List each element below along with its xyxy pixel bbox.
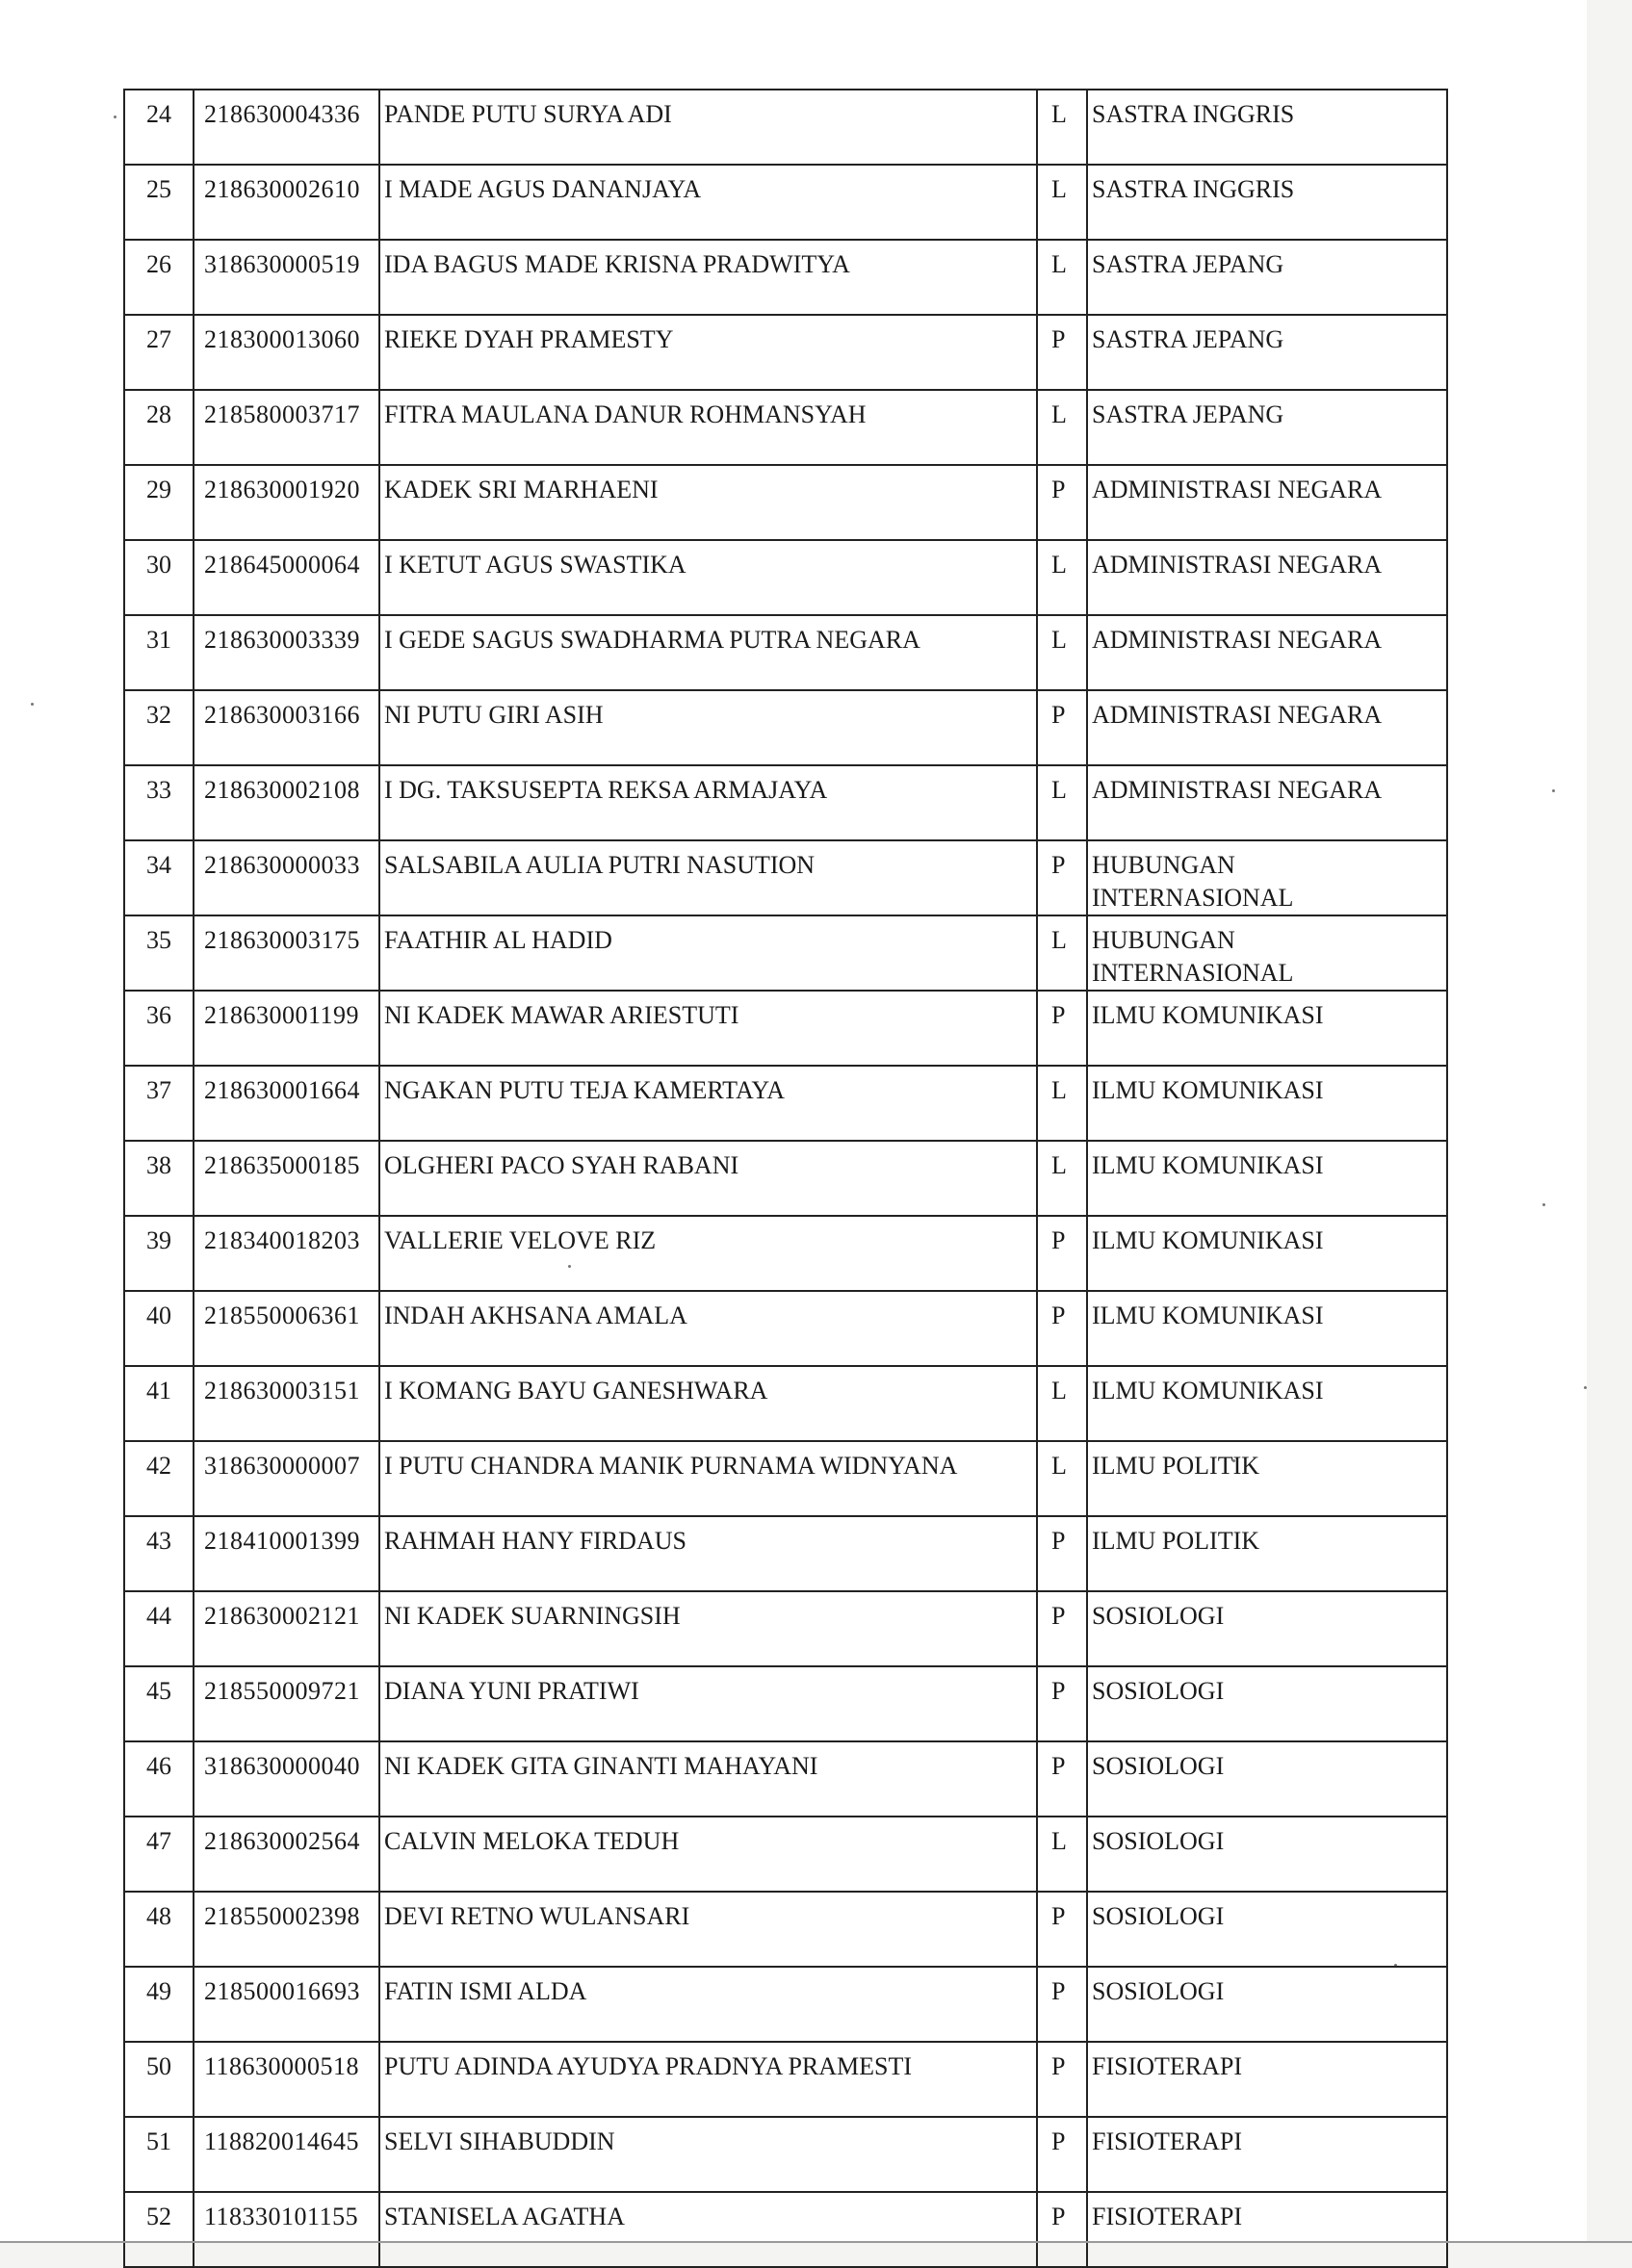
row-number: 28	[124, 390, 194, 465]
student-id: 218630003151	[194, 1366, 379, 1441]
student-name: NI KADEK MAWAR ARIESTUTI	[379, 991, 1037, 1066]
gender-code: L	[1037, 1817, 1087, 1892]
table-row	[124, 165, 1447, 240]
student-roster-table	[123, 89, 1448, 2268]
table-row	[124, 390, 1447, 465]
gender-code: P	[1037, 465, 1087, 540]
table-row	[124, 1516, 1447, 1591]
student-name: FATIN ISMI ALDA	[379, 1967, 1037, 2042]
row-number: 31	[124, 615, 194, 690]
student-id: 218630003166	[194, 690, 379, 765]
student-id: 218630000033	[194, 840, 379, 915]
table-row	[124, 991, 1447, 1066]
student-name: VALLERIE VELOVE RIZ	[379, 1216, 1037, 1291]
student-name: RIEKE DYAH PRAMESTY	[379, 315, 1037, 390]
roster-body	[124, 90, 1447, 2267]
study-program: HUBUNGAN INTERNASIONAL	[1087, 840, 1447, 915]
student-name: NI KADEK GITA GINANTI MAHAYANI	[379, 1741, 1037, 1817]
study-program: SASTRA INGGRIS	[1087, 90, 1447, 165]
student-name: FAATHIR AL HADID	[379, 915, 1037, 991]
scan-speck	[1584, 1386, 1587, 1389]
gender-code: P	[1037, 1666, 1087, 1741]
scan-speck	[1552, 789, 1555, 792]
student-name: NI PUTU GIRI ASIH	[379, 690, 1037, 765]
table-row	[124, 1291, 1447, 1366]
table-row	[124, 915, 1447, 991]
row-number: 30	[124, 540, 194, 615]
student-name: INDAH AKHSANA AMALA	[379, 1291, 1037, 1366]
scan-speck	[114, 116, 117, 118]
row-number: 48	[124, 1892, 194, 1967]
student-name: NGAKAN PUTU TEJA KAMERTAYA	[379, 1066, 1037, 1141]
student-name: I KOMANG BAYU GANESHWARA	[379, 1366, 1037, 1441]
study-program: SOSIOLOGI	[1087, 1967, 1447, 2042]
student-id: 218645000064	[194, 540, 379, 615]
gender-code: P	[1037, 315, 1087, 390]
table-row	[124, 540, 1447, 615]
row-number: 41	[124, 1366, 194, 1441]
table-row	[124, 2042, 1447, 2117]
student-id: 318630000007	[194, 1441, 379, 1516]
study-program: SASTRA JEPANG	[1087, 315, 1447, 390]
row-number: 49	[124, 1967, 194, 2042]
student-name: I KETUT AGUS SWASTIKA	[379, 540, 1037, 615]
student-id: 218630004336	[194, 90, 379, 165]
gender-code: P	[1037, 1516, 1087, 1591]
study-program: SASTRA JEPANG	[1087, 240, 1447, 315]
table-row	[124, 1892, 1447, 1967]
study-program: SOSIOLOGI	[1087, 1817, 1447, 1892]
table-row	[124, 1141, 1447, 1216]
gender-code: L	[1037, 240, 1087, 315]
gender-code: P	[1037, 1967, 1087, 2042]
study-program: ILMU KOMUNIKASI	[1087, 1216, 1447, 1291]
study-program: ILMU KOMUNIKASI	[1087, 1291, 1447, 1366]
table-row	[124, 690, 1447, 765]
study-program: ADMINISTRASI NEGARA	[1087, 765, 1447, 840]
table-row	[124, 315, 1447, 390]
gender-code: P	[1037, 840, 1087, 915]
study-program: ILMU POLITIK	[1087, 1516, 1447, 1591]
study-program: ADMINISTRASI NEGARA	[1087, 615, 1447, 690]
gender-code: L	[1037, 1141, 1087, 1216]
student-id: 218630001664	[194, 1066, 379, 1141]
gender-code: P	[1037, 1591, 1087, 1666]
student-name: KADEK SRI MARHAENI	[379, 465, 1037, 540]
row-number: 27	[124, 315, 194, 390]
student-name: I DG. TAKSUSEPTA REKSA ARMAJAYA	[379, 765, 1037, 840]
student-id: 218635000185	[194, 1141, 379, 1216]
study-program: ILMU KOMUNIKASI	[1087, 1066, 1447, 1141]
gender-code: P	[1037, 2042, 1087, 2117]
gender-code: P	[1037, 1216, 1087, 1291]
student-name: PUTU ADINDA AYUDYA PRADNYA PRAMESTI	[379, 2042, 1037, 2117]
gender-code: L	[1037, 765, 1087, 840]
scan-speck	[1542, 1203, 1545, 1206]
table-row	[124, 1216, 1447, 1291]
row-number: 46	[124, 1741, 194, 1817]
student-id: 118820014645	[194, 2117, 379, 2192]
student-name: I PUTU CHANDRA MANIK PURNAMA WIDNYANA	[379, 1441, 1037, 1516]
student-name: SELVI SIHABUDDIN	[379, 2117, 1037, 2192]
row-number: 34	[124, 840, 194, 915]
student-id: 218500016693	[194, 1967, 379, 2042]
table-row	[124, 1441, 1447, 1516]
row-number: 42	[124, 1441, 194, 1516]
study-program: ADMINISTRASI NEGARA	[1087, 690, 1447, 765]
student-id: 218410001399	[194, 1516, 379, 1591]
row-number: 50	[124, 2042, 194, 2117]
student-id: 218630002108	[194, 765, 379, 840]
student-name: I GEDE SAGUS SWADHARMA PUTRA NEGARA	[379, 615, 1037, 690]
row-number: 39	[124, 1216, 194, 1291]
table-row	[124, 2117, 1447, 2192]
row-number: 37	[124, 1066, 194, 1141]
row-number: 40	[124, 1291, 194, 1366]
student-name: RAHMAH HANY FIRDAUS	[379, 1516, 1037, 1591]
table-row	[124, 90, 1447, 165]
gender-code: L	[1037, 915, 1087, 991]
row-number: 38	[124, 1141, 194, 1216]
gender-code: P	[1037, 690, 1087, 765]
study-program: FISIOTERAPI	[1087, 2192, 1447, 2267]
student-id: 218580003717	[194, 390, 379, 465]
gender-code: P	[1037, 1892, 1087, 1967]
student-name: DEVI RETNO WULANSARI	[379, 1892, 1037, 1967]
row-number: 47	[124, 1817, 194, 1892]
student-id: 118630000518	[194, 2042, 379, 2117]
study-program: ADMINISTRASI NEGARA	[1087, 465, 1447, 540]
study-program: SOSIOLOGI	[1087, 1741, 1447, 1817]
gender-code: L	[1037, 90, 1087, 165]
table-row	[124, 1967, 1447, 2042]
student-name: IDA BAGUS MADE KRISNA PRADWITYA	[379, 240, 1037, 315]
student-id: 218550006361	[194, 1291, 379, 1366]
student-id: 218630002121	[194, 1591, 379, 1666]
student-id: 218550002398	[194, 1892, 379, 1967]
study-program: SOSIOLOGI	[1087, 1591, 1447, 1666]
row-number: 24	[124, 90, 194, 165]
table-row	[124, 1366, 1447, 1441]
gender-code: P	[1037, 991, 1087, 1066]
student-name: PANDE PUTU SURYA ADI	[379, 90, 1037, 165]
table-row	[124, 1741, 1447, 1817]
row-number: 45	[124, 1666, 194, 1741]
gender-code: L	[1037, 1441, 1087, 1516]
scan-speck	[31, 703, 34, 706]
study-program: HUBUNGAN INTERNASIONAL	[1087, 915, 1447, 991]
student-id: 318630000040	[194, 1741, 379, 1817]
table-row	[124, 2192, 1447, 2267]
gender-code: L	[1037, 1366, 1087, 1441]
table-row	[124, 240, 1447, 315]
row-number: 44	[124, 1591, 194, 1666]
student-id: 218630003339	[194, 615, 379, 690]
student-name: CALVIN MELOKA TEDUH	[379, 1817, 1037, 1892]
student-id: 118330101155	[194, 2192, 379, 2267]
row-number: 33	[124, 765, 194, 840]
row-number: 29	[124, 465, 194, 540]
row-number: 35	[124, 915, 194, 991]
row-number: 32	[124, 690, 194, 765]
study-program: FISIOTERAPI	[1087, 2042, 1447, 2117]
student-id: 218630002610	[194, 165, 379, 240]
row-number: 43	[124, 1516, 194, 1591]
table-row	[124, 765, 1447, 840]
gender-code: L	[1037, 165, 1087, 240]
scan-edge	[0, 2241, 1632, 2243]
student-name: STANISELA AGATHA	[379, 2192, 1037, 2267]
student-id: 218550009721	[194, 1666, 379, 1741]
study-program: ADMINISTRASI NEGARA	[1087, 540, 1447, 615]
student-name: NI KADEK SUARNINGSIH	[379, 1591, 1037, 1666]
table-row	[124, 615, 1447, 690]
student-id: 218630002564	[194, 1817, 379, 1892]
gender-code: P	[1037, 2192, 1087, 2267]
student-id: 218630001920	[194, 465, 379, 540]
study-program: ILMU POLITIK	[1087, 1441, 1447, 1516]
study-program: SOSIOLOGI	[1087, 1666, 1447, 1741]
row-number: 26	[124, 240, 194, 315]
student-name: DIANA YUNI PRATIWI	[379, 1666, 1037, 1741]
study-program: FISIOTERAPI	[1087, 2117, 1447, 2192]
row-number: 36	[124, 991, 194, 1066]
row-number: 25	[124, 165, 194, 240]
table-row	[124, 465, 1447, 540]
student-id: 218300013060	[194, 315, 379, 390]
student-id: 218340018203	[194, 1216, 379, 1291]
study-program: ILMU KOMUNIKASI	[1087, 991, 1447, 1066]
gender-code: L	[1037, 615, 1087, 690]
gender-code: L	[1037, 390, 1087, 465]
student-name: I MADE AGUS DANANJAYA	[379, 165, 1037, 240]
table-row	[124, 1817, 1447, 1892]
table-row	[124, 1666, 1447, 1741]
student-id: 218630001199	[194, 991, 379, 1066]
row-number: 51	[124, 2117, 194, 2192]
gender-code: P	[1037, 1291, 1087, 1366]
gender-code: P	[1037, 2117, 1087, 2192]
row-number: 52	[124, 2192, 194, 2267]
student-name: SALSABILA AULIA PUTRI NASUTION	[379, 840, 1037, 915]
study-program: SASTRA JEPANG	[1087, 390, 1447, 465]
gender-code: P	[1037, 1741, 1087, 1817]
student-id: 218630003175	[194, 915, 379, 991]
study-program: ILMU KOMUNIKASI	[1087, 1366, 1447, 1441]
student-name: FITRA MAULANA DANUR ROHMANSYAH	[379, 390, 1037, 465]
student-name: OLGHERI PACO SYAH RABANI	[379, 1141, 1037, 1216]
table-row	[124, 840, 1447, 915]
study-program: ILMU KOMUNIKASI	[1087, 1141, 1447, 1216]
student-id: 318630000519	[194, 240, 379, 315]
gender-code: L	[1037, 1066, 1087, 1141]
study-program: SOSIOLOGI	[1087, 1892, 1447, 1967]
table-row	[124, 1066, 1447, 1141]
study-program: SASTRA INGGRIS	[1087, 165, 1447, 240]
table-row	[124, 1591, 1447, 1666]
gender-code: L	[1037, 540, 1087, 615]
